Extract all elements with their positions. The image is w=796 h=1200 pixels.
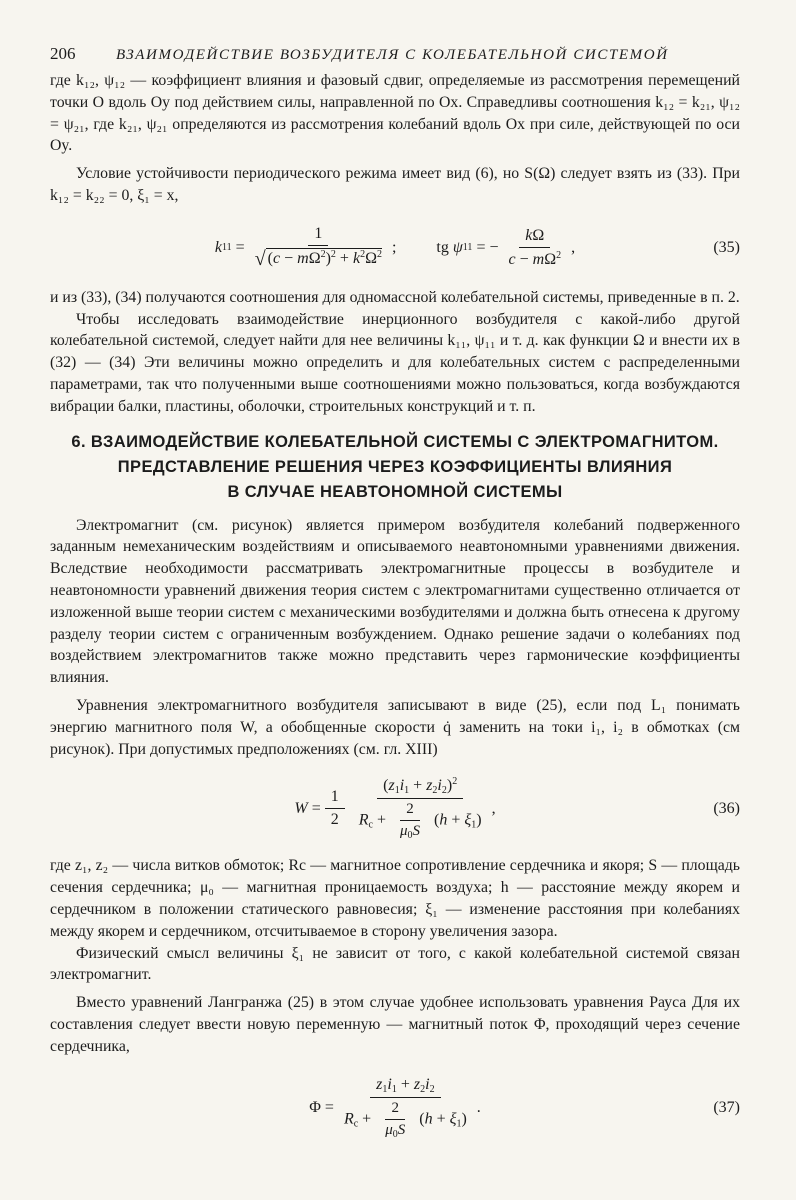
paragraph-6: Уравнения электромагнитного возбудителя записывают в виде (25), если под L₁ понимать энергию магнитного поля W, а обобщенные скорости q̇ заменить на токи i₁, i₂ в обмотках (см рисунок). При допустимых предположениях (см. гл. XIII): [50, 696, 740, 758]
equation-36: W = $\frac{1}{2}$ $(z_1i_1 + z_2i_2)^2$ $R_c$ + $\frac{2}{\mu_0S}$ $(h + \xi_1)$ , (36): [294, 776, 740, 842]
heading-line-1: 6. ВЗАИМОДЕЙСТВИЕ КОЛЕБАТЕЛЬНОЙ СИСТЕМЫ С ЭЛЕКТРОМАГНИТОМ.: [71, 432, 719, 451]
equation-37: Φ = $z_1i_1 + z_2i_2$ $R_c$ + $\frac{2}{\mu_0S}$ $(h + \xi_1)$ . (37): [309, 1075, 740, 1140]
page-number: 206: [50, 44, 76, 63]
paragraph-7: где z₁, z₂ — числа витков обмоток; Rc — магнитное сопротивление сердечника и якоря; S — площадь сечения сердечника; μ₀ — магнитная проницаемость воздуха; h — расстояние между якорем и сердечником в положении статического равновесия; ξ₁ — изменение расстояния при колебаниях между якорем и сердечником, отсчитываемое в сторону увеличения зазора.: [50, 857, 740, 940]
equation-35: k 11 = $\frac{1}{√ (c - m\Omega^2)^2 + k^2\Omega^2}$ ; tg ψ 11 = − $\frac{k\Omega}{c - m\Omega^2}$ , (35): [214, 224, 740, 270]
section-heading: [50, 430, 740, 505]
paragraph-2: Условие устойчивости периодического режима имеет вид (6), но S(Ω) следует взять из (33). При k₁₂ = k₂₂ = 0, ξ₁ = x,: [50, 165, 740, 204]
equation-number-37: (37): [713, 1098, 740, 1116]
paragraph-1: где k₁₂, ψ₁₂ — коэффициент влияния и фазовый сдвиг, определяемые из рассмотрения перемещений точки O вдоль Oy под действием силы, направленной по Ox. Справедливы соотношения k₁₂ = k₂₁, ψ₁₂ = ψ₂₁, где k₂₁, ψ₂₁ определяются из рассмотрения колебаний вдоль Ox при силе, действующей по оси Oy.: [50, 72, 740, 155]
paragraph-5: Электромагнит (см. рисунок) является примером возбудителя колебаний подверженного заданным немеханическим воздействиям и описываемого неавтономными уравнениями движения. Вследствие необходимости рассматривать электромагнитные процессы в возбудителе и неавтономности уравнений движения теория систем с электромагнитами существенно отличается от изложенной выше теории систем с механическими возбудителями и должна быть отнесена к другому разделу теории систем с ограниченным возбуждением. Однако решение задачи о колебаниях под воздействием электромагнитов также можно представить через гармонические коэффициенты влияния.: [50, 516, 740, 687]
paragraph-8: Физический смысл величины ξ₁ не зависит от того, с какой колебательной системой связан электромагнит.: [50, 944, 740, 984]
running-header: [50, 44, 740, 70]
heading-line-2: ПРЕДСТАВЛЕНИЕ РЕШЕНИЯ ЧЕРЕЗ КОЭФФИЦИЕНТЫ ВЛИЯНИЯ: [117, 457, 673, 476]
paragraph-9: Вместо уравнений Лангранжа (25) в этом случае удобнее использовать уравнения Рауса Для их составления следует ввести новую переменную — магнитный поток Φ, проходящий через сечение сердечника,: [50, 994, 740, 1055]
equation-number-36: (36): [713, 799, 740, 817]
paragraph-4: Чтобы исследовать взаимодействие инерционного возбудителя с какой-либо другой колебательной системой, следует найти для нее величины k₁₁, ψ₁₁ и т. д. как функции Ω и внести их в (32) — (34) Эти величины можно определить и для колебательных систем с распределенными параметрами, так что полученными выше соотношениями можно пользоваться, когда возбуждаются вибрации балки, пластины, оболочки, строительных конструкций и т. п.: [50, 310, 740, 415]
running-title: ВЗАИМОДЕЙСТВИЕ ВОЗБУДИТЕЛЯ С КОЛЕБАТЕЛЬНОЙ СИСТЕМОЙ: [116, 47, 669, 63]
paragraph-3: и из (33), (34) получаются соотношения для одномассной колебательной системы, приведенные в п. 2.: [50, 288, 740, 306]
heading-line-3: В СЛУЧАЕ НЕАВТОНОМНОЙ СИСТЕМЫ: [227, 482, 563, 501]
equation-number-35: (35): [713, 238, 740, 256]
